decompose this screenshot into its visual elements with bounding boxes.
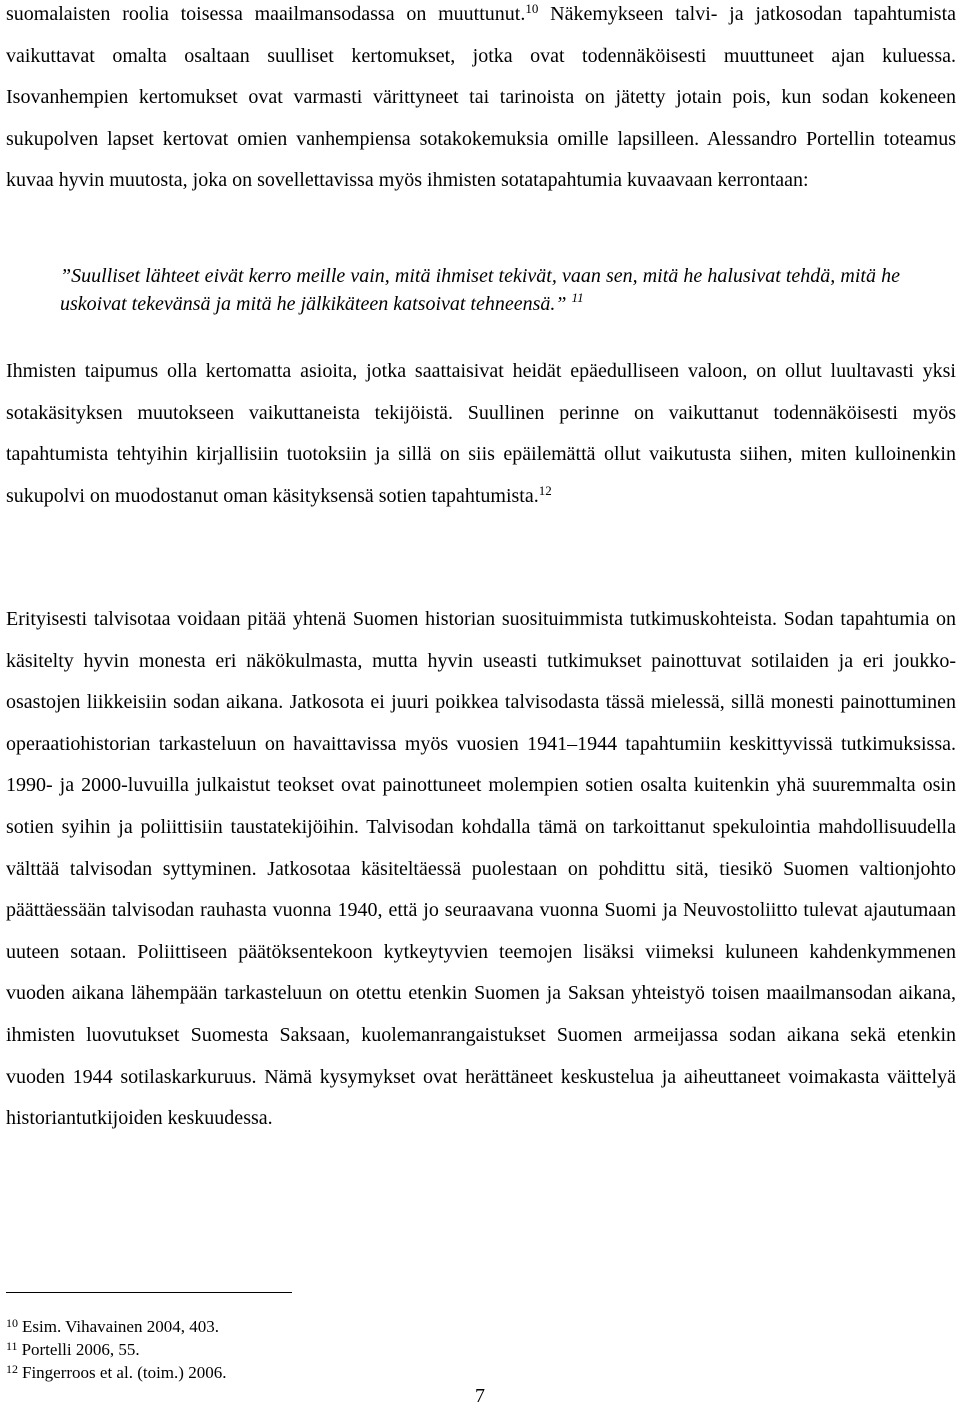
- footnote-ref-11: 11: [571, 290, 584, 305]
- page-number: 7: [475, 1385, 485, 1407]
- paragraph-2-text: Ihmisten taipumus olla kertomatta asioita, jotka saattaisivat heidät epäedulliseen valoon, on ollut luultavasti yksi sotakäsityksen muutokseen vaikuttaneista tekijöistä. Suullinen perinne on vaikuttanut todennäköisesti myös tapahtumista tehtyihin kirjallisiin tuotoksiin ja sillä on siis epäilemättä ollut vaikutusta siihen, miten kulloinenkin sukupolvi on muodostanut oman käsityksensä sotien tapahtumista.: [6, 360, 956, 507]
- footnote-number: 11: [6, 1339, 18, 1353]
- footnote-number: 10: [6, 1316, 18, 1330]
- paragraph-1-text-rest: Näkemykseen talvi- ja jatkosodan tapahtumista vaikuttavat omalta osaltaan suulliset kertomukset, jotka ovat todennäköisesti muuttuneet ajan kuluessa. Isovanhempien kertomukset ovat varmasti värittyneet tai tarinoista on jätetty jotain pois, kun sodan kokeneen sukupolven lapset kertovat omien vanhempiensa sotakokemuksia omille lapsilleen. Alessandro Portellin toteamus kuvaa hyvin muutosta, joka on sovellettavissa myös ihmisten sotatapahtumia kuvaavaan kerrontaan:: [6, 3, 957, 192]
- body-paragraph-1: [6, 0, 956, 202]
- footnote-text: Portelli 2006, 55.: [21, 1340, 140, 1359]
- footnote-ref-12: 12: [538, 482, 552, 498]
- footnote-10: [6, 1316, 219, 1338]
- footnote-11: [6, 1339, 140, 1361]
- body-paragraph-2: [6, 351, 956, 517]
- body-paragraph-3: [6, 599, 956, 1140]
- footnote-number: 12: [6, 1362, 18, 1376]
- footnote-12: [6, 1362, 226, 1384]
- footnote-text: Esim. Vihavainen 2004, 403.: [22, 1317, 219, 1336]
- paragraph-1-text-start: suomalaisten roolia toisessa maailmansodassa on muuttunut.: [6, 3, 526, 25]
- quote-text: ”Suulliset lähteet eivät kerro meille vain, mitä ihmiset tekivät, vaan sen, mitä he halusivat tehdä, mitä he uskoivat tekevänsä ja mitä he jälkikäteen katsoivat tehneensä.”: [60, 265, 900, 315]
- footnote-text: Fingerroos et al. (toim.) 2006.: [22, 1363, 227, 1382]
- footnote-ref-10: 10: [525, 1, 539, 16]
- paragraph-3-text: Erityisesti talvisotaa voidaan pitää yhtenä Suomen historian suosituimmista tutkimuskohteista. Sodan tapahtumia on käsitelty hyvin monesta eri näkökulmasta, mutta hyvin useasti tutkimukset painottuvat sotilaiden ja eri joukko-osastojen liikkeisiin sodan aikana. Jatkosota ei juuri poikkea talvisodasta tässä mielessä, sillä monesti painottuminen operaatiohistorian tarkasteluun on havaittavissa myös vuosien 1941–1944 tapahtumiin keskittyvissä tutkimuksissa. 1990- ja 2000-luvuilla julkaistut teokset ovat painottuneet molempien sotien osalta kuitenkin yhä suuremmalta osin sotien syihin ja poliittisiin taustatekijöihin. Talvisodan kohdalla tämä on tarkoittanut spekulointia mahdollisuudella välttää talvisodan syttyminen. Jatkosotaa käsiteltäessä puolestaan on pohdittu sitä, tiesikö Suomen valtionjohto päättäessään talvisodan rauhasta vuonna 1940, että jo seuraavana vuonna Suomi ja Neuvostoliitto tulevat ajautumaan uuteen sotaan. Poliittiseen päätöksentekoon kytkeytyvien teemojen lisäksi viimeksi kuluneen kahdenkymmenen vuoden aikana lähempään tarkasteluun on otettu etenkin Suomen ja Saksan yhteistyö toisen maailmansodan aikana, ihmisten luovutukset Suomesta Saksaan, kuolemanrangaistukset Suomen armeijassa sodan aikana sekä etenkin vuoden 1944 sotilaskarkuruus. Nämä kysymykset ovat herättäneet keskustelua ja aiheuttaneet voimakasta väittelyä historiantutkijoiden keskuudessa.: [6, 608, 956, 1130]
- footnote-separator: [6, 1292, 292, 1293]
- block-quote: [60, 262, 900, 318]
